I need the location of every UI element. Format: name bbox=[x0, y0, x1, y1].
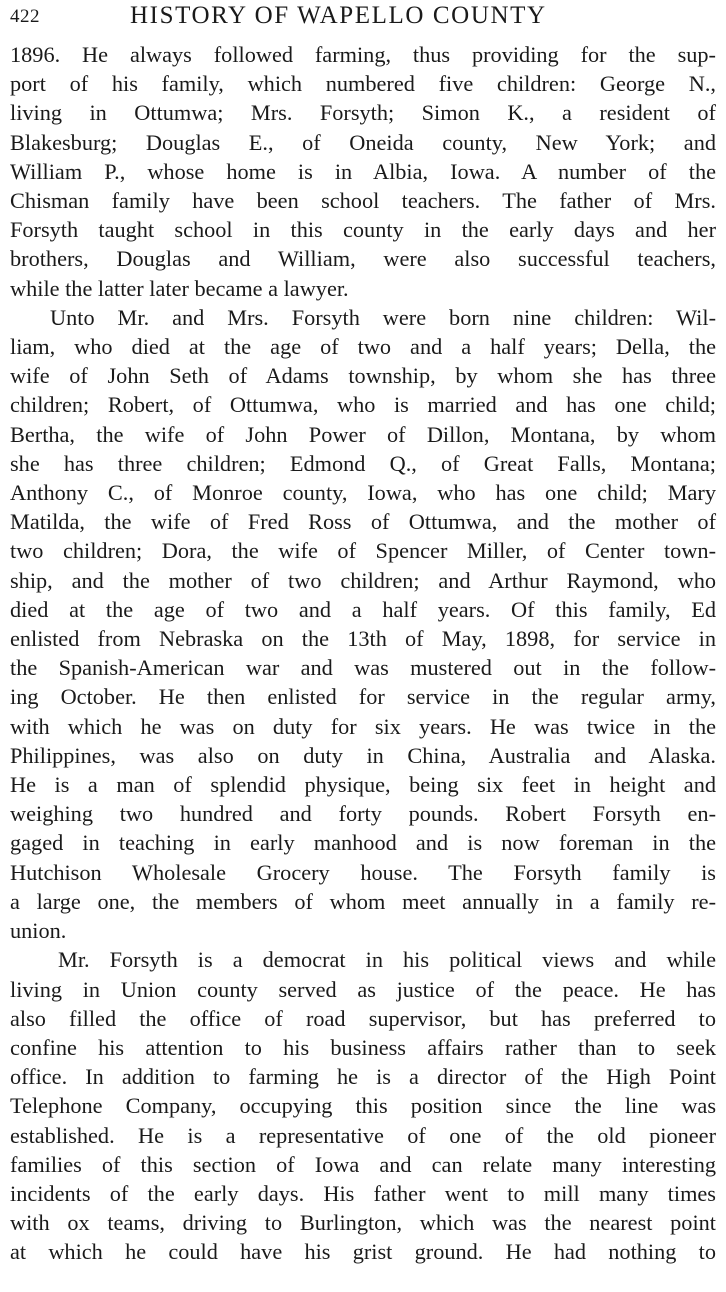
text-line: Unto Mr. and Mrs. Forsyth were born nine children: Wil- bbox=[50, 304, 716, 330]
text-line: Anthony C., of Monroe county, Iowa, who has one child; Mary bbox=[10, 480, 716, 506]
text-line: Hutchison Wholesale Grocery house. The Forsyth family is bbox=[10, 859, 716, 885]
paragraph bbox=[10, 303, 716, 945]
text-line: died at the age of two and a half years. Of this family, Ed bbox=[10, 596, 716, 622]
text-line: brothers, Douglas and William, were also successful teachers, bbox=[10, 246, 716, 272]
running-title: HISTORY OF WAPELLO COUNTY bbox=[130, 2, 547, 29]
text-line: Philippines, was also on duty in China, Australia and Alaska. bbox=[10, 742, 716, 768]
text-line: Blakesburg; Douglas E., of Oneida county, New York; and bbox=[10, 129, 716, 155]
text-line: the Spanish-American war and was mustered out in the follow- bbox=[10, 655, 716, 681]
text-line: union. bbox=[10, 918, 67, 944]
text-line: port of his family, which numbered five children: George N., bbox=[10, 71, 716, 97]
text-line: living in Union county served as justice of the peace. He has bbox=[10, 976, 716, 1002]
text-line: Forsyth taught school in this county in the early days and her bbox=[10, 217, 716, 243]
text-line: ship, and the mother of two children; and Arthur Raymond, who bbox=[10, 567, 716, 593]
text-line: also filled the office of road supervisor, but has preferred to bbox=[10, 1005, 716, 1031]
text-line: gaged in teaching in early manhood and is now foreman in the bbox=[10, 830, 716, 856]
paragraph bbox=[10, 945, 716, 1266]
text-line: families of this section of Iowa and can relate many interesting bbox=[10, 1151, 716, 1177]
body-text bbox=[10, 40, 716, 1267]
text-line: Telephone Company, occupying this position since the line was bbox=[10, 1093, 716, 1119]
page-number: 422 bbox=[10, 6, 40, 27]
book-page bbox=[10, 0, 716, 1267]
text-line: children; Robert, of Ottumwa, who is married and has one child; bbox=[10, 392, 716, 418]
text-line: He is a man of splendid physique, being six feet in height and bbox=[10, 772, 716, 798]
text-line: Chisman family have been school teachers. The father of Mrs. bbox=[10, 188, 716, 214]
text-line: with which he was on duty for six years. He was twice in the bbox=[10, 713, 716, 739]
text-line: she has three children; Edmond Q., of Great Falls, Montana; bbox=[10, 450, 716, 476]
text-line: wife of John Seth of Adams township, by whom she has three bbox=[10, 363, 716, 389]
text-line: 1896. He always followed farming, thus providing for the sup- bbox=[10, 42, 716, 67]
text-line: living in Ottumwa; Mrs. Forsyth; Simon K., a resident of bbox=[10, 100, 716, 126]
paragraph bbox=[10, 40, 716, 303]
text-line: weighing two hundred and forty pounds. Robert Forsyth en- bbox=[10, 801, 716, 827]
text-line: liam, who died at the age of two and a half years; Della, the bbox=[10, 334, 716, 360]
text-line: ing October. He then enlisted for service in the regular army, bbox=[10, 684, 716, 710]
text-line: confine his attention to his business affairs rather than to seek bbox=[10, 1034, 716, 1060]
text-line: Matilda, the wife of Fred Ross of Ottumwa, and the mother of bbox=[10, 509, 716, 535]
text-line: established. He is a representative of one of the old pioneer bbox=[10, 1122, 716, 1148]
text-line: a large one, the members of whom meet annually in a family re- bbox=[10, 888, 716, 914]
text-line: Bertha, the wife of John Power of Dillon, Montana, by whom bbox=[10, 421, 716, 447]
text-line: Mr. Forsyth is a democrat in his political views and while bbox=[58, 947, 716, 973]
text-line: office. In addition to farming he is a director of the High Point bbox=[10, 1064, 716, 1090]
text-line: with ox teams, driving to Burlington, which was the nearest point bbox=[10, 1210, 716, 1236]
text-line: while the latter later became a lawyer. bbox=[10, 275, 349, 301]
text-line: incidents of the early days. His father went to mill many times bbox=[10, 1180, 716, 1206]
text-line: William P., whose home is in Albia, Iowa. A number of the bbox=[10, 158, 716, 184]
text-line: at which he could have his grist ground. He had nothing to bbox=[10, 1239, 716, 1265]
page-header bbox=[10, 0, 716, 40]
text-line: enlisted from Nebraska on the 13th of May, 1898, for service in bbox=[10, 626, 716, 652]
text-line: two children; Dora, the wife of Spencer Miller, of Center town- bbox=[10, 538, 716, 564]
